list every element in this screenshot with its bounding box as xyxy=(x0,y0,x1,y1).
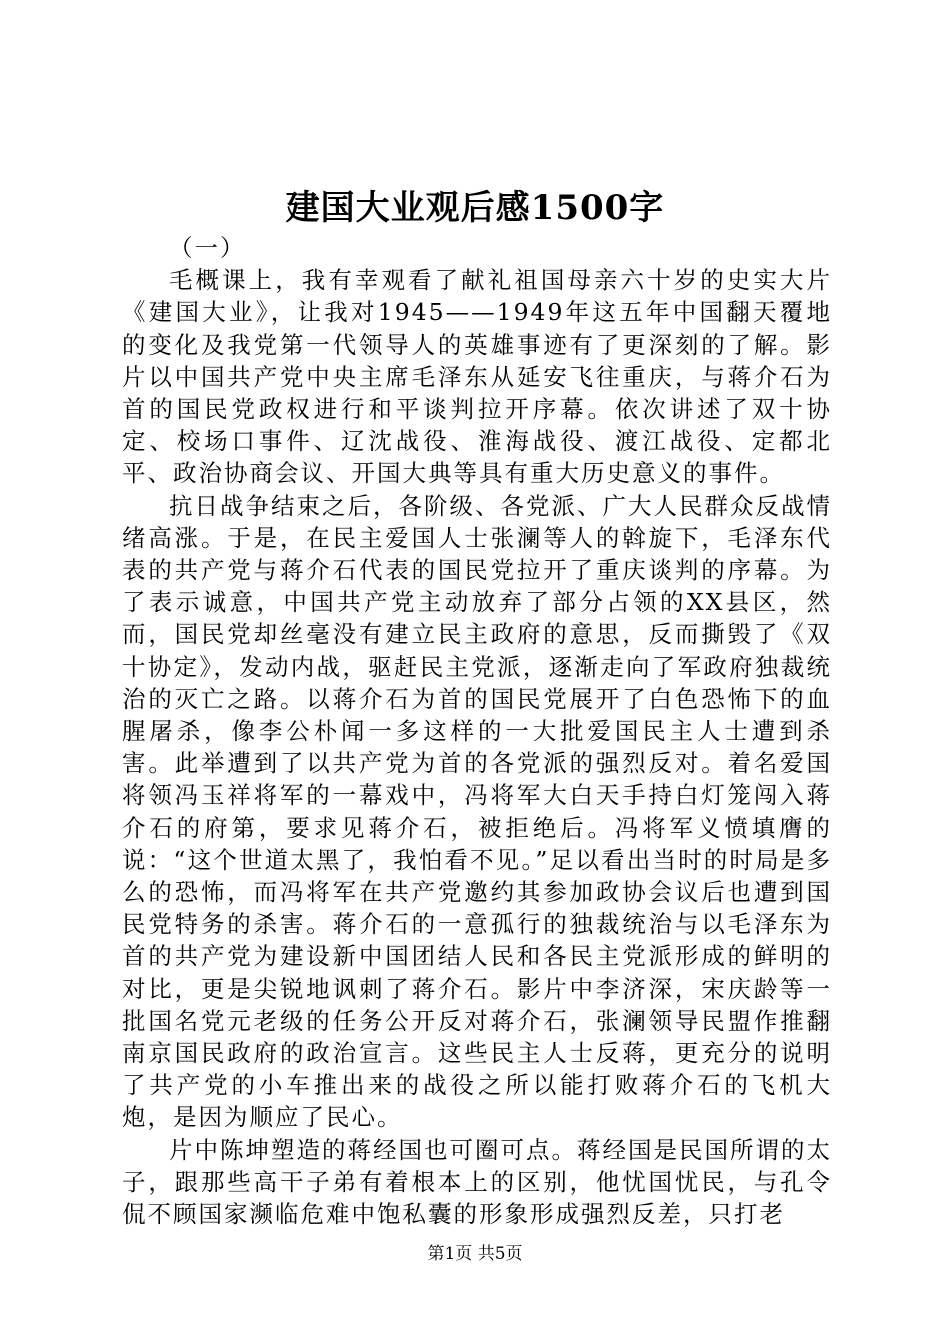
section-heading: （一） xyxy=(169,234,246,262)
document-body xyxy=(122,232,832,1230)
paragraph-2: 抗日战争结束之后，各阶级、各党派、广大人民群众反战情绪高涨。于是，在民主爱国人士张澜等人的斡旋下，毛泽东代表的共产党与蒋介石代表的国民党拉开了重庆谈判的序幕。为了表示诚意，中国共产党主动放弃了部分占领的XX县区，然而，国民党却丝毫没有建立民主政府的意思，反而撕毁了《双十协定》，发动内战，驱赶民主党派，逐渐走向了军政府独裁统治的灭亡之路。以蒋介石为首的国民党展开了白色恐怖下的血腥屠杀，像李公朴闻一多这样的一大批爱国民主人士遭到杀害。此举遭到了以共产党为首的各党派的强烈反对。着名爱国将领冯玉祥将军的一幕戏中，冯将军大白天手持白灯笼闯入蒋介石的府第，要求见蒋介石，被拒绝后。冯将军义愤填膺的说：“这个世道太黑了，我怕看不见。”足以看出当时的时局是多么的恐怖，而冯将军在共产党邀约其参加政协会议后也遭到国民党特务的杀害。蒋介石的一意孤行的独裁统治与以毛泽东为首的共产党为建设新中国团结人民和各民主党派形成的鲜明的对比，更是尖锐地讽刺了蒋介石。影片中李济深，宋庆龄等一批国名党元老级的任务公开反对蒋介石，张澜领导民盟作推翻南京国民政府的政治宣言。这些民主人士反蒋，更充分的说明了共产党的小车推出来的战役之所以能打败蒋介石的飞机大炮，是因为顺应了民心。 xyxy=(122,491,832,1132)
page-footer: 第1页 共5页 xyxy=(427,1244,523,1264)
paragraph-1: 毛概课上，我有幸观看了献礼祖国母亲六十岁的史实大片《建国大业》，让我对1945——1949年这五年中国翻天覆地的变化及我党第一代领导人的英雄事迹有了更深刻的了解。影片以中国共产党中央主席毛泽东从延安飞往重庆，与蒋介石为首的国民党政权进行和平谈判拉开序幕。依次讲述了双十协定、校场口事件、辽沈战役、淮海战役、渡江战役、定都北平、政治协商会议、开国大典等具有重大历史意义的事件。 xyxy=(122,266,832,488)
document-title: 建国大业观后感1500字 xyxy=(285,188,665,228)
paragraph-3: 片中陈坤塑造的蒋经国也可圈可点。蒋经国是民国所谓的太子，跟那些高干子弟有着根本上的区别，他忧国忧民，与孔令侃不顾国家濒临危难中饱私囊的形象形成强烈反差，只打老 xyxy=(122,1135,832,1229)
